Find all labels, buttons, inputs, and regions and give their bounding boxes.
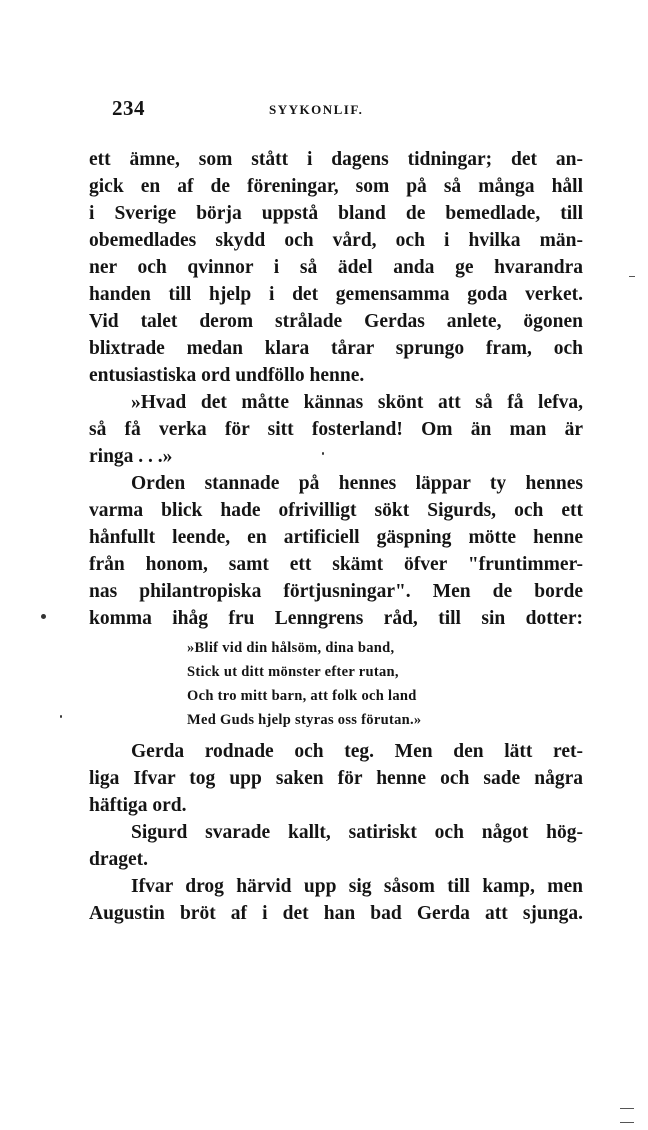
body-text bbox=[89, 146, 583, 927]
text-line: liga Ifvar tog upp saken för henne och sade några bbox=[89, 768, 583, 789]
text-line: Sigurd svarade kallt, satiriskt och något hög- bbox=[131, 822, 583, 843]
text-line: blixtrade medan klara tårar sprungo fram, och bbox=[89, 338, 583, 359]
text-line: Orden stannade på hennes läppar ty hennes bbox=[131, 473, 583, 494]
running-title: SYYKONLIF. bbox=[269, 102, 364, 117]
text-line: ringa . . .» bbox=[89, 446, 173, 467]
page-header bbox=[88, 96, 582, 122]
page-number: 234 bbox=[112, 96, 145, 120]
text-line: Augustin bröt af i det han bad Gerda att sjunga. bbox=[89, 903, 583, 924]
text-line: nas philantropiska förtjusningar". Men de borde bbox=[89, 581, 583, 602]
text-line: ett ämne, som stått i dagens tidningar; det an- bbox=[89, 149, 583, 170]
verse-quote bbox=[187, 636, 583, 732]
ink-speck bbox=[41, 614, 46, 619]
text-line: så få verka för sitt fosterland! Om än man är bbox=[89, 419, 583, 440]
text-line: »Hvad det måtte kännas skönt att så få lefva, bbox=[131, 392, 583, 413]
text-line: draget. bbox=[89, 849, 149, 870]
ink-speck bbox=[60, 715, 62, 718]
verse-line: »Blif vid din hålsöm, dina band, bbox=[187, 640, 395, 656]
text-line: i Sverige börja uppstå bland de bemedlade, till bbox=[89, 203, 583, 224]
margin-mark bbox=[620, 1108, 634, 1109]
margin-mark bbox=[620, 1122, 634, 1123]
text-line: hånfullt leende, en artificiell gäspning mötte henne bbox=[89, 527, 583, 548]
margin-mark bbox=[629, 276, 635, 277]
text-line: entusiastiska ord undföllo henne. bbox=[89, 365, 365, 386]
text-line: från honom, samt ett skämt öfver "fruntimmer- bbox=[89, 554, 583, 575]
text-line: Gerda rodnade och teg. Men den lätt ret- bbox=[131, 741, 583, 762]
text-line: komma ihåg fru Lenngrens råd, till sin dotter: bbox=[89, 608, 583, 629]
ink-speck bbox=[322, 452, 324, 455]
verse-line: Med Guds hjelp styras oss förutan.» bbox=[187, 712, 422, 728]
text-line: ner och qvinnor i så ädel anda ge hvarandra bbox=[89, 257, 583, 278]
text-line: varma blick hade ofrivilligt sökt Sigurds, och ett bbox=[89, 500, 583, 521]
text-line: häftiga ord. bbox=[89, 795, 187, 816]
text-line: obemedlades skydd och vård, och i hvilka män- bbox=[89, 230, 583, 251]
text-line: Ifvar drog härvid upp sig såsom till kamp, men bbox=[131, 876, 583, 897]
verse-line: Stick ut ditt mönster efter rutan, bbox=[187, 664, 399, 680]
text-line: gick en af de föreningar, som på så många håll bbox=[89, 176, 583, 197]
verse-line: Och tro mitt barn, att folk och land bbox=[187, 688, 417, 704]
text-line: handen till hjelp i det gemensamma goda verket. bbox=[89, 284, 583, 305]
text-line: Vid talet derom strålade Gerdas anlete, ögonen bbox=[89, 311, 583, 332]
